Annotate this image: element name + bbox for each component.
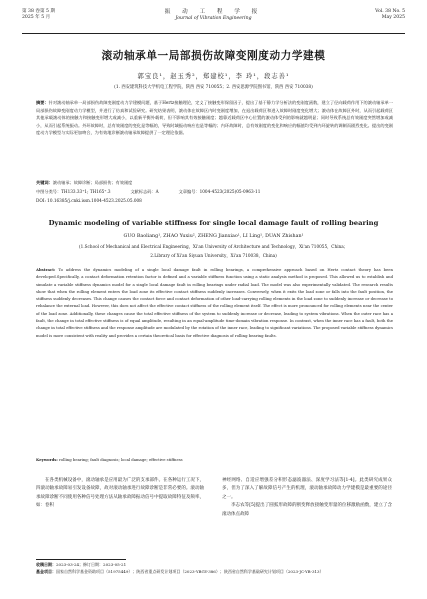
header-volume-en: Vol. 38 No. 5 <box>375 9 405 14</box>
fund-text: 国家自然科学基金资助项目（51975449）；陕西省重点研发计划项目（2023-YBGY-386）；陕西省自然科学基础研究计划项目（2023-JC-YB-313） <box>56 568 324 574</box>
received-label: 收稿日期： <box>36 562 56 567</box>
keywords-zh-text: 滚动轴承；故障诊断；局部损伤；有效刚度 <box>52 180 133 185</box>
abstract-en <box>36 266 393 339</box>
abstract-zh-text: 针对滚动轴承单一局部损伤故障变刚度动力学建模问题，基于Hertz接触理论，定义了接触变形保留因子，提出了基于静力学分析法的变刚度函数，建立了径向载荷作用下的滚动轴承单一局部损伤故障变刚度动力学模型，并进行了仿真和试验研究。研究结果表明，滚动体在故障区内时变刚度增加，在退出载荷区和进入故障时刚度变化增大；滚动体在故障区外时，从而引起载荷区其他承载滚动体的接触力和接触变形增大或减小，以重新平衡外载荷，但不影响其有效接触刚度；越靠近载荷区中心位置的滚动体受到的影响就越明显；同时导致系统总有效刚度突然增加或减小，从而引起系统振动。外环故障时，总有效刚度的变化是等幅的，导致时域振动响应也是等幅的；内环故障时，总有效刚度的变化和响应的幅值均受到内环旋转的调制而剧烈变化。提出的变刚度动力学模型与实际更加吻合，为有效地诊断滚动轴承故障提供了一定理论依据。 <box>36 100 393 136</box>
footnote-rule <box>36 559 126 560</box>
keywords-zh <box>36 180 393 186</box>
abstract-en-label: Abstract: <box>36 267 56 272</box>
footnote-fund <box>36 569 393 576</box>
received-dates: 2023-03-24；修订日期：2023-05-21 <box>56 562 127 567</box>
affiliation-zh: (1. 西安建筑科技大学机电工程学院，陕西 西安 710055；2. 西安思源学院图书馆，陕西 西安 710038) <box>114 85 313 90</box>
affiliation-en-2: 2.Library of Xi'an Siyuan University，Xi'an 710038，China) <box>150 253 277 258</box>
header-date-en: May 2025 <box>381 15 405 21</box>
doi[interactable]: DOI: 10.16385/j.cnki.issn.1004-4523.2025.05.008 <box>36 198 142 203</box>
document-code: 文献标志码：A <box>130 189 159 194</box>
header-volume-zh: 第 38 卷第 5 期 <box>22 9 55 14</box>
header-right <box>375 9 405 21</box>
running-header <box>22 9 405 31</box>
footnote-received <box>36 562 393 569</box>
body-right-paragraph-1: 神经网络、自适应增强差分积形态滤波器法、深度学习法等[1-4]。此类研究成果众多，但为了深入了解故障信号产生的机理，滚动轴承故障动力学建模是最重要的途径之一。 <box>222 478 392 500</box>
keywords-en-label: Keywords: <box>36 457 58 462</box>
abstract-en-text: To address the dynamics modeling of a single local damage fault in rolling bearings, a comprehensive approach based on Hertz contact theory has been developed.Specifically, a contact deformation retention factor is defined and a variable stiffness function using a static analysis method is proposed. This allowed us to establish and simulate a variable stiffness dynamics model for a single local damage fault in rolling bearings under radial load. The model was also experimentally validated. The research results show that when the rolling element enters the load zone its effective contact stiffness suddenly increases. Conversely, when it exits the load zone or falls into the fault position, the stiffness suddenly decreases. This change causes the contact force and contact deformation of other load-carrying rolling elements in the load zone to suddenly increase or decrease to rebalance the external load. However, this does not affect the effective contact stiffness of the rolling element itself. The effect is more pronounced for rolling elements near the center of the load zone. Additionally, these changes cause the total effective stiffness of the system to suddenly increase or decrease, leading to system vibrations. When the outer race has a fault, the change in total effective stiffness is of equal amplitude, resulting in an equal-amplitude time-domain vibration response. In contrast, when the inner race has a fault, both the change in total effective stiffness and the response amplitude are modulated by the rotation of the inner race, leading to significant variations. The proposed variable stiffness dynamics model is more consistent with reality and provides a certain theoretical basis for effective diagnosis of rolling bearing faults. <box>36 267 393 338</box>
journal-name-en: Journal of Vibration Engineering <box>175 16 252 21</box>
body-column-right <box>222 477 392 519</box>
header-center <box>22 9 405 22</box>
keywords-en-text: rolling bearing; fault diagnosis; local damage; effective stiffness <box>59 457 183 462</box>
keywords-en <box>36 457 393 463</box>
fund-label: 基金项目： <box>36 568 56 574</box>
authors-en: GUO Baoliang¹, ZHAO Yuxiu², ZHENG Jianxiao¹, LI Ling¹, DUAN Zhishan¹ <box>123 234 304 239</box>
header-rule <box>22 33 405 34</box>
abstract-zh-label: 摘要： <box>36 100 49 105</box>
body-right-paragraph-2: 李志农等[5]提出了圆弧形故障的断变释放接触变形量的位移激励函数，建立了含滚动体点故障 <box>222 503 392 517</box>
title-zh: 滚动轴承单一局部损伤故障变刚度动力学建模 <box>101 50 326 62</box>
title-en: Dynamic modeling of variable stiffness for single local damage fault of rolling bearing <box>48 219 379 227</box>
keywords-zh-label: 关键词： <box>36 180 53 185</box>
journal-name-zh: 振 动 工 程 学 报 <box>164 9 263 15</box>
clc-number: 中图分类号：TH133.33⁺1; TH165⁺.3 <box>36 189 111 194</box>
article-number: 文章编号：1004-4523(2025)05-0963-11 <box>178 189 261 194</box>
body-column-left: 在各类机械设备中，滚动轴承是应用最为广泛的支承部件。在各种运行工况下，四滚动轴承故障易引发设备故障，故对滚动轴承进行故障诊断是非常必要的。滚动轴承故障诊断不同使用各种信号处理方法从轴承故障振动信号中提取故障特征及频率，如：卷积 <box>36 478 204 509</box>
abstract-zh <box>36 99 393 137</box>
affiliation-en-1: (1.School of Mechanical and Electrical Engineering，Xi'an University of Architecture and Technology，Xi'an 710055，China； <box>79 244 348 249</box>
footnote <box>36 562 393 576</box>
header-date-zh: 2025 年 5 月 <box>22 15 51 21</box>
authors-zh: 郭宝良¹，赵玉秀²，郑建校¹，李 玲¹，段志善¹ <box>137 73 290 80</box>
classification-row <box>36 189 393 195</box>
